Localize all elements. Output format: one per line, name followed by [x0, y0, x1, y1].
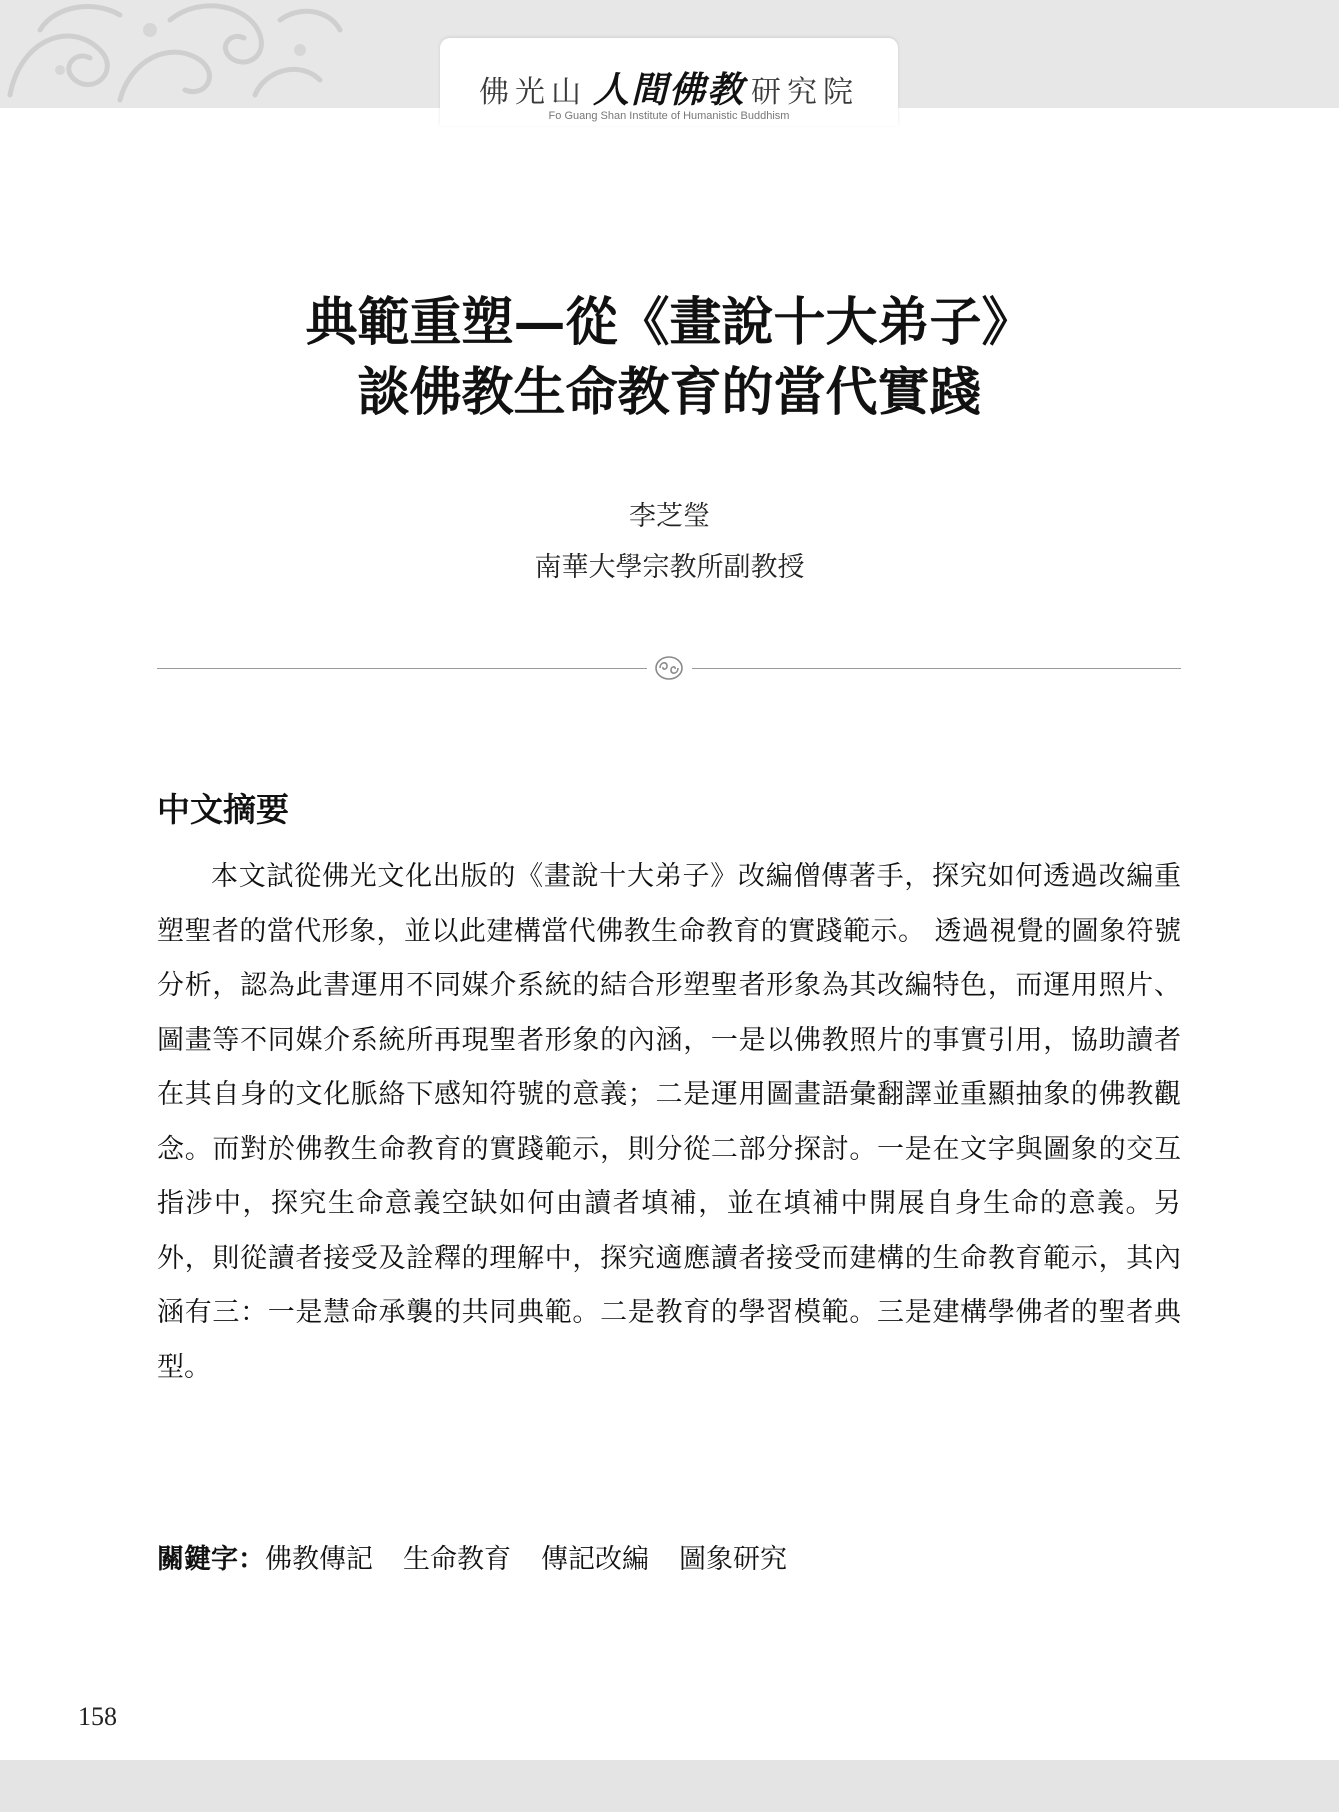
keywords — [157, 1537, 817, 1576]
keyword-item: 生命教育 — [403, 1544, 511, 1575]
keyword-item: 圖象研究 — [679, 1544, 787, 1575]
author-affiliation: 南華大學宗教所副教授 — [534, 552, 805, 583]
keyword-item: 佛教傳記 — [265, 1544, 373, 1575]
institute-brand: 人間佛教 — [592, 69, 745, 111]
institute-header-tab — [440, 38, 898, 126]
cloud-scroll-ornament-icon — [0, 0, 345, 108]
institute-english-name: Fo Guang Shan Institute of Humanistic Buddhism — [548, 110, 790, 122]
institute-name — [440, 62, 898, 113]
abstract-body: 本文試從佛光文化出版的《畫說十大弟子》改編僧傳著手，探究如何透過改編重塑聖者的當代形象，並以此建構當代佛教生命教育的實踐範示。 透過視覺的圖象符號分析，認為此書運用不同媒介系統的結合形塑聖者形象為其改編特色，而運用照片、圖畫等不同媒介系統所再現聖者形象的內涵，一是以佛教照片的事實引用，協助讀者在其自身的文化脈絡下感知符號的意義；二是運用圖畫語彙翻譯並重顯抽象的佛教觀念。而對於佛教生命教育的實踐範示，則分從二部分探討。一是在文字與圖象的交互指涉中，探究生命意義空缺如何由讀者填補，並在填補中開展自身生命的意義。另外，則從讀者接受及詮釋的理解中，探究適應讀者接受而建構的生命教育範示，其內涵有三：一是慧命承襲的共同典範。二是教育的學習模範。三是建構學佛者的聖者典型。 — [157, 861, 1181, 1383]
cloud-knot-ornament-icon — [654, 654, 684, 682]
header-band — [0, 0, 1339, 122]
institute-prefix: 佛光山 — [478, 75, 587, 110]
footer-band — [0, 1760, 1339, 1812]
keyword-item: 傳記改編 — [541, 1544, 649, 1575]
title-line-1: 典範重塑—從《畫說十大弟子》 — [305, 292, 1034, 353]
keywords-label: 關鍵字： — [157, 1544, 265, 1575]
title-line-2: 談佛教生命教育的當代實踐 — [357, 362, 982, 423]
author-name: 李芝瑩 — [629, 501, 710, 532]
divider-line-right — [692, 668, 1181, 669]
abstract-heading: 中文摘要 — [157, 790, 289, 829]
divider-line-left — [157, 668, 647, 669]
article-title — [0, 288, 1339, 428]
institute-suffix: 研究院 — [751, 75, 859, 110]
page-number: 158 — [78, 1702, 117, 1731]
